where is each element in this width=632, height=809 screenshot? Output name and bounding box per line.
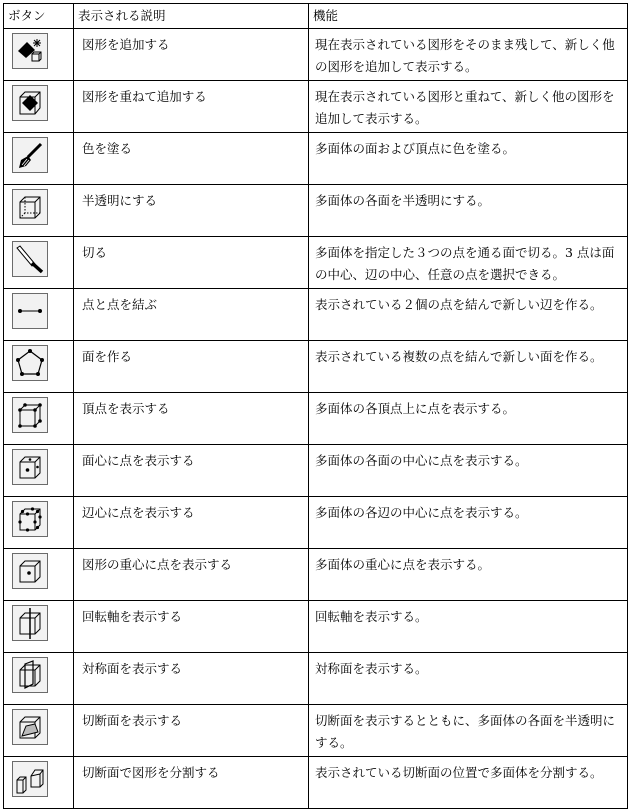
function-cell: 多面体の面および頂点に色を塗る。: [309, 133, 628, 185]
pentagon-face-icon: [13, 346, 47, 380]
header-row: [4, 4, 628, 29]
description-cell: 半透明にする: [74, 185, 309, 237]
show-face-centers-button[interactable]: [12, 449, 48, 485]
overlay-shape-icon: [13, 86, 47, 120]
description-cell: 頂点を表示する: [74, 393, 309, 445]
function-cell: 表示されている複数の点を結んで新しい面を作る。: [309, 341, 628, 393]
table-row: [4, 393, 628, 445]
description-cell: 切断面を表示する: [74, 705, 309, 757]
table-row: [4, 237, 628, 289]
description-cell: 辺心に点を表示する: [74, 497, 309, 549]
function-cell: 多面体の各面の中心に点を表示する。: [309, 445, 628, 497]
split-shape-icon: [13, 762, 47, 796]
vertex-points-icon: [13, 398, 47, 432]
make-face-button[interactable]: [12, 345, 48, 381]
table-row: [4, 29, 628, 81]
function-cell: 現在表示されている図形と重ねて、新しく他の図形を追加して表示する。: [309, 81, 628, 133]
paint-brush-icon: [13, 138, 47, 172]
table-row: [4, 653, 628, 705]
table-row: [4, 549, 628, 601]
table-row: [4, 81, 628, 133]
function-cell: 多面体を指定した３つの点を通る面で切る。3 点は面の中心、辺の中心、任意の点を選択できる。: [309, 237, 628, 289]
add-shape-icon: [13, 34, 47, 68]
edge-center-icon: [13, 502, 47, 536]
function-cell: 回転軸を表示する。: [309, 601, 628, 653]
function-cell: 現在表示されている図形をそのまま残して、新しく他の図形を追加して表示する。: [309, 29, 628, 81]
function-cell: 多面体の各面を半透明にする。: [309, 185, 628, 237]
function-cell: 多面体の重心に点を表示する。: [309, 549, 628, 601]
semi-transparent-cube-icon: [13, 190, 47, 224]
table-row: [4, 497, 628, 549]
header-button: ボタン: [4, 4, 74, 29]
header-description: 表示される説明: [74, 4, 309, 29]
face-center-icon: [13, 450, 47, 484]
show-rotation-axis-button[interactable]: [12, 605, 48, 641]
table-row: [4, 133, 628, 185]
show-edge-centers-button[interactable]: [12, 501, 48, 537]
cut-button[interactable]: [12, 241, 48, 277]
cross-section-icon: [13, 710, 47, 744]
connect-points-icon: [13, 294, 47, 328]
description-cell: 回転軸を表示する: [74, 601, 309, 653]
table-row: [4, 601, 628, 653]
function-cell: 切断面を表示するとともに、多面体の各面を半透明にする。: [309, 705, 628, 757]
function-cell: 対称面を表示する。: [309, 653, 628, 705]
table-row: [4, 185, 628, 237]
table-row: [4, 757, 628, 809]
description-cell: 図形を重ねて追加する: [74, 81, 309, 133]
table-row: [4, 705, 628, 757]
rotation-axis-icon: [13, 606, 47, 640]
function-cell: 多面体の各頂点上に点を表示する。: [309, 393, 628, 445]
description-cell: 面を作る: [74, 341, 309, 393]
split-shape-button[interactable]: [12, 761, 48, 797]
description-cell: 図形の重心に点を表示する: [74, 549, 309, 601]
description-cell: 切る: [74, 237, 309, 289]
show-vertices-button[interactable]: [12, 397, 48, 433]
function-cell: 多面体の各辺の中心に点を表示する。: [309, 497, 628, 549]
header-function: 機能: [309, 4, 628, 29]
centroid-icon: [13, 554, 47, 588]
description-cell: 面心に点を表示する: [74, 445, 309, 497]
knife-icon: [13, 242, 47, 276]
symmetry-plane-icon: [13, 658, 47, 692]
connect-points-button[interactable]: [12, 293, 48, 329]
function-cell: 表示されている切断面の位置で多面体を分割する。: [309, 757, 628, 809]
overlay-shape-button[interactable]: [12, 85, 48, 121]
add-shape-button[interactable]: [12, 33, 48, 69]
show-centroid-button[interactable]: [12, 553, 48, 589]
description-cell: 図形を追加する: [74, 29, 309, 81]
description-cell: 点と点を結ぶ: [74, 289, 309, 341]
paint-button[interactable]: [12, 137, 48, 173]
description-cell: 対称面を表示する: [74, 653, 309, 705]
show-cross-section-button[interactable]: [12, 709, 48, 745]
description-cell: 切断面で図形を分割する: [74, 757, 309, 809]
table-row: [4, 445, 628, 497]
description-cell: 色を塗る: [74, 133, 309, 185]
function-cell: 表示されている２個の点を結んで新しい辺を作る。: [309, 289, 628, 341]
button-reference-table: [3, 3, 628, 809]
semi-transparent-button[interactable]: [12, 189, 48, 225]
table-row: [4, 289, 628, 341]
table-row: [4, 341, 628, 393]
show-symmetry-plane-button[interactable]: [12, 657, 48, 693]
